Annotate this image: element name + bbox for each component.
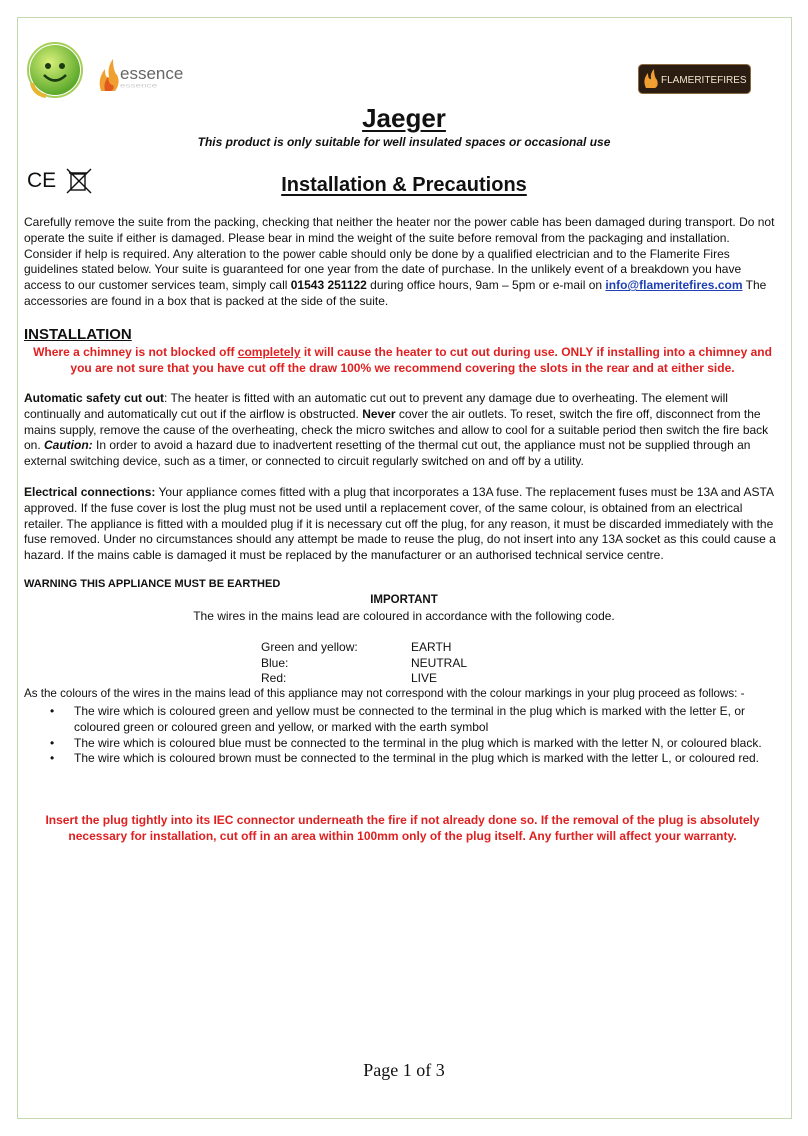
svg-text:FLAMERITEFIRES: FLAMERITEFIRES	[661, 75, 747, 86]
wiring-instructions	[24, 704, 764, 767]
flamerite-fires-logo	[638, 64, 751, 94]
earthed-warning: WARNING THIS APPLIANCE MUST BE EARTHED	[24, 578, 281, 590]
bullet-icon: •	[50, 751, 55, 766]
email-link[interactable]: info@flameritefires.com	[605, 278, 743, 293]
eco-energy-logo	[24, 38, 86, 100]
product-title: Jaeger	[362, 103, 446, 133]
bullet-icon: •	[50, 704, 55, 718]
plug-warning: Insert the plug tightly into its IEC connector underneath the fire if not already done so. If the removal of the plug is absolutely necessary for installation, cut off in an area within 100mm only of the plug itself. Any further will affect your warranty.	[45, 813, 760, 843]
colours-note: As the colours of the wires in the mains lead of this appliance may not correspond with the colour markings in your plug proceed as follows: -	[24, 687, 745, 700]
installation-heading: INSTALLATION	[24, 326, 132, 343]
wires-note: The wires in the mains lead are coloured in accordance with the following code.	[193, 609, 615, 623]
phone-number: 01543 251122	[290, 278, 367, 293]
chimney-warning: Where a chimney is not blocked off completely it will cause the heater to cut out during use. ONLY if installing into a chimney and you are not sure that you have cut off the draw 100% we recommend covering the slots in the rear and at either side.	[33, 345, 772, 375]
intro-paragraph: Carefully remove the suite from the packing, checking that neither the heater nor the power cable has been damaged during transport. Do not operate the suite if either is damaged. Please bear in mind the weight of the suite before removal from the packaging and installation. Consider if help is required. Any alteration to the power cable should only be done by a qualified electrician and to the Flamerite Fires guidelines stated below. Your suite is guaranteed for one year from the date of purchase. In the unlikely event of a breakdown you have access to our customer services team, simply call 01543 251122 during office hours, 9am – 5pm or e-mail on info@flameritefires.com The accessories are found in a box that is packed at the side of the suite.	[24, 215, 775, 308]
table-row: Red: LIVE	[261, 671, 438, 686]
page-number: Page 1 of 3	[363, 1060, 445, 1080]
bullet-icon: •	[50, 735, 55, 750]
safety-cutout-paragraph: Automatic safety cut out: The heater is fitted with an automatic cut out to prevent any damage due to overheating. The element will continually and automatically cut out if the airflow is obstructed. Never cover the air outlets. To reset, switch the fire off, disconnect from the mains supply, remove the cause of the overheating, check the micro switches and allow to cool for a suitable period then switch the fire back on. Caution: In order to avoid a hazard due to inadvertent resetting of the thermal cut out, the appliance must not be supplied through an external switching device, such as a timer, or connected to circuit regularly switched on and off by a utility.	[24, 391, 769, 469]
essence-logo	[97, 55, 187, 95]
svg-text:essence: essence	[120, 82, 158, 89]
product-subtitle: This product is only suitable for well insulated spaces or occasional use	[197, 135, 611, 149]
electrical-connections-paragraph: Electrical connections: Your appliance comes fitted with a plug that incorporates a 13A fuse. The replacement fuses must be 13A and ASTA approved. If the fuse cover is lost the plug must not be used until a replacement cover, of the same colour, is obtained from an electrical retailer. The appliance is fitted with a moulded plug if it is necessary cut off the plug, for any reason, it must be discarded immediately with the fuse removed. Under no circumstances should any attempt be made to reuse the plug, do not insert into any 13A socket as this could cause a hazard. If the mains cable is damaged it must be replaced by the manufacturer or an authorised technical service centre.	[24, 485, 776, 563]
list-item: • The wire which is coloured brown must be connected to the terminal in the plug which is marked with the letter L, or coloured red.	[50, 751, 760, 766]
table-row: Blue: NEUTRAL	[261, 655, 468, 670]
important-heading: IMPORTANT	[370, 594, 438, 606]
table-row: Green and yellow: EARTH	[261, 640, 452, 654]
wire-colour-table	[261, 640, 467, 687]
section-title: Installation & Precautions	[281, 174, 527, 196]
list-item: • The wire which is coloured blue must be connected to the terminal in the plug which is marked with the letter N, or coloured black.	[50, 735, 762, 750]
svg-text:essence: essence	[120, 64, 184, 83]
svg-text:CE: CE	[27, 169, 57, 192]
list-item: • The wire which is coloured green and yellow must be connected to the terminal in the plug which is marked with the letter E, or coloured green or coloured green and yellow, or marked with the earth symbol	[50, 704, 746, 734]
